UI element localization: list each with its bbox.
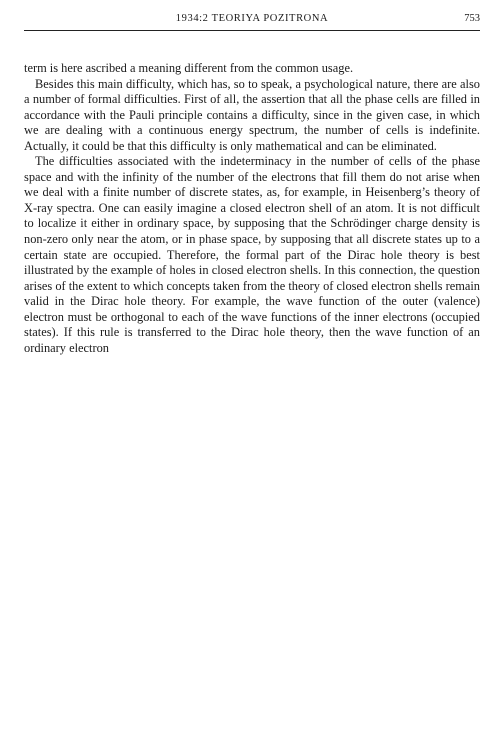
body-text: [24, 61, 480, 356]
paragraph-continuation: term is here ascribed a meaning different from the common usage.: [24, 61, 354, 75]
running-head: [24, 10, 480, 31]
page-number: 753: [464, 13, 480, 24]
paragraph-discrete-states: The difficulties associated with the indeterminacy in the number of cells of the phase space and with the infinity of the number of the electrons that fill them do not arise when we deal with a finite number of discrete states, as, for example, in Heisenberg’s theory of X-ray spectra. One can easily imagine a closed electron shell of an atom. It is not difficult to localize it either in ordinary space, by supposing that the Schrödinger charge density is non-zero only near the atom, or in phase space, by supposing that all discrete states up to a certain state are occupied. Therefore, the formal part of the Dirac hole theory is best illustrated by the example of holes in closed electron shells. In this connection, the question arises of the extent to which concepts taken from the theory of closed electron shells remain valid in the Dirac hole theory. For example, the wave function of the outer (valence) electron must be orthogonal to each of the wave functions of the inner electrons (occupied states). If this rule is transferred to the Dirac hole theory, then the wave function of an ordinary electron: [24, 154, 480, 355]
paragraph-formal-difficulties: Besides this main difficulty, which has, so to speak, a psychological nature, there are also a number of formal difficulties. First of all, the assertion that all the phase cells are filled in accordance with the Pauli principle contains a difficulty, since in the given case, in which we are dealing with a continuous energy spectrum, the number of cells is indefinite. Actually, it could be that this difficulty is only mathematical and can be eliminated.: [24, 76, 480, 153]
running-title: 1934:2 TEORIYA POZITRONA: [175, 13, 329, 24]
